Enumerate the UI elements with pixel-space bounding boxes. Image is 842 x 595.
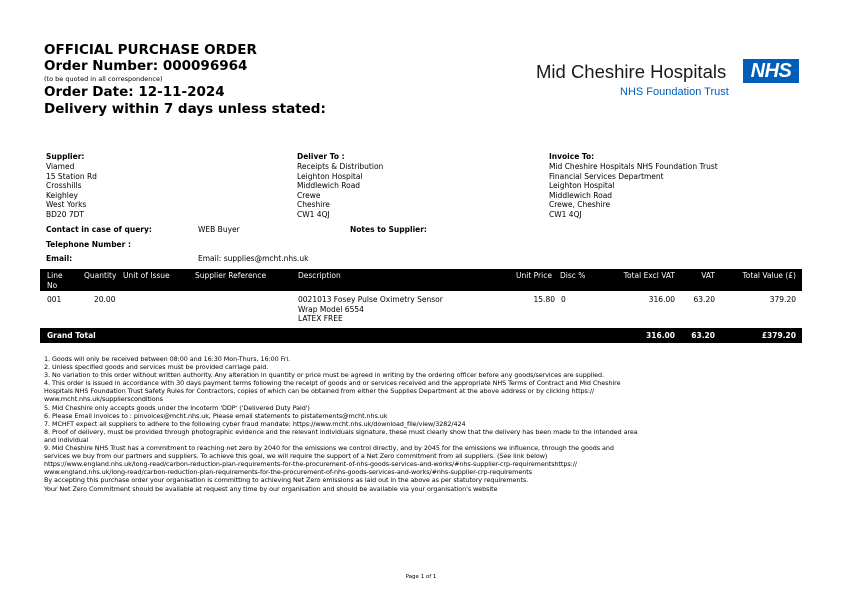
invoice-to-label: Invoice To: bbox=[549, 152, 595, 161]
invoice-to-address: Mid Cheshire Hospitals NHS Foundation Trust Financial Services Department Leighton Hospital Middlewich Road Crewe, Cheshire CW1 4QJ bbox=[549, 162, 718, 219]
row-description: 0021013 Fosey Pulse Oximetry Sensor Wrap Model 6554 LATEX FREE bbox=[298, 295, 443, 324]
term-line: services we buy from our partners and suppliers. To achieve this goal, we will require the support of a Net Zero commitment from all suppliers. (See link below) bbox=[44, 452, 548, 461]
delivery-note: Delivery within 7 days unless stated: bbox=[44, 101, 326, 117]
notes-label: Notes to Supplier: bbox=[350, 225, 427, 234]
row-quantity: 20.00 bbox=[94, 295, 116, 304]
term-link[interactable]: https://www.england.nhs.uk/long-read/carbon-reduction-plan-requirements-for-the-procurement-of-nhs-goods-services-and-works/#nhs-supplier-crp-requirementshttps:// bbox=[44, 460, 577, 469]
table-row bbox=[40, 295, 802, 325]
page-number: Page 1 of 1 bbox=[405, 574, 437, 580]
order-date: Order Date: 12-11-2024 bbox=[44, 84, 225, 100]
contact-value: WEB Buyer bbox=[198, 225, 240, 234]
row-total-value: 379.20 bbox=[769, 295, 796, 304]
term-link[interactable]: Hospitals NHS Foundation Trust Safety Rules for Contractors, copies of which can be obtained from either the Supplies Department at the above address or by clicking https:// bbox=[44, 387, 595, 396]
order-number: Order Number: 000096964 bbox=[44, 58, 248, 74]
deliver-to-block bbox=[297, 152, 383, 220]
term-line: By accepting this purchase order your organisation is committing to achieving Net Zero emissions as laid out in the above as per statutory requirements. bbox=[44, 476, 529, 485]
col-quantity: Quantity bbox=[84, 271, 117, 280]
col-disc: Disc % bbox=[560, 271, 586, 280]
grand-total-excl-vat: 316.00 bbox=[646, 331, 675, 340]
grand-total-value: £379.20 bbox=[761, 331, 796, 340]
contact-label: Contact in case of query: bbox=[46, 225, 152, 234]
supplier-label: Supplier: bbox=[46, 152, 85, 161]
col-line: Line No bbox=[47, 271, 63, 290]
logo-subtitle: NHS Foundation Trust bbox=[620, 86, 729, 98]
terms-and-conditions bbox=[44, 355, 804, 493]
term-line: 5. Mid Cheshire only accepts goods under the Incoterm 'DDP' ('Delivered Duty Paid') bbox=[44, 403, 310, 412]
term-line: 9. Mid Cheshire NHS Trust has a commitment to reaching net zero by 2040 for the emissions we control directly, and by 2045 for the emissions we influence, through the goods and bbox=[44, 444, 614, 453]
table-header bbox=[40, 269, 802, 291]
email-value: Email: supplies@mcht.nhs.uk bbox=[198, 254, 309, 263]
term-link[interactable]: www.england.nhs.uk/long-read/carbon-reduction-plan-requirements-for-the-procurement-of-nhs-goods-services-and-works/#nhs-supplier-crp-requirements bbox=[44, 468, 532, 477]
row-total-excl-vat: 316.00 bbox=[648, 295, 675, 304]
term-line: and individual bbox=[44, 435, 89, 444]
term-line: 1. Goods will only be received between 08:00 and 16:30 Mon-Thurs, 16:00 Fri. bbox=[44, 355, 291, 363]
term-line: 4. This order is issued in accordance with 30 days payment terms following the receipt of goods and or services received and the appropriate NHS Terms of Contract and Mid Cheshire bbox=[44, 379, 621, 388]
deliver-to-address: Receipts & Distribution Leighton Hospital Middlewich Road Crewe Cheshire CW1 4QJ bbox=[297, 162, 384, 219]
document-title: OFFICIAL PURCHASE ORDER bbox=[44, 42, 257, 58]
row-vat: 63.20 bbox=[693, 295, 715, 304]
col-unit-of-issue: Unit of Issue bbox=[123, 271, 170, 280]
term-line: Your Net Zero Commitment should be available at request any time by our organisation and should be available via your organisation's website bbox=[44, 484, 498, 493]
email-label: Email: bbox=[46, 254, 73, 263]
col-supplier-reference: Supplier Reference bbox=[195, 271, 267, 280]
col-description: Description bbox=[298, 271, 341, 280]
grand-total-bar bbox=[40, 328, 802, 343]
col-unit-price: Unit Price bbox=[516, 271, 552, 280]
quote-note: (to be quoted in all correspondence) bbox=[44, 75, 163, 83]
col-total-value: Total Value (£) bbox=[742, 271, 796, 280]
supplier-block bbox=[46, 152, 97, 220]
row-line: 001 bbox=[47, 295, 62, 304]
term-link[interactable]: www.mcht.nhs.uk/suppliersconditions bbox=[44, 395, 163, 404]
term-link[interactable]: 7. MCHFT expect all suppliers to adhere to the following cyber fraud mandate: https://www.mcht.nhs.uk/download_file/view/3282/424 bbox=[44, 419, 466, 428]
term-line: 3. No variation to this order without written authority. Any alteration in quantity or price must be agreed in writing by the ordering officer before any goods/services are supplied. bbox=[44, 371, 605, 380]
grand-total-label: Grand Total bbox=[47, 331, 96, 340]
nhs-badge: NHS bbox=[743, 59, 799, 83]
term-line: 6. Please Email invoices to : pinvoices@mcht.nhs.uk, Please email statements to pistatements@mcht.nhs.uk bbox=[44, 411, 388, 420]
term-line: 8. Proof of delivery, must be provided through photographic evidence and the relevant individuals signature, these must clearly show that the delivery has been made to the intended area bbox=[44, 427, 638, 436]
grand-total-vat: 63.20 bbox=[691, 331, 715, 340]
deliver-to-label: Deliver To : bbox=[297, 152, 345, 161]
logo-name: Mid Cheshire Hospitals bbox=[536, 61, 727, 82]
col-total-excl-vat: Total Excl VAT bbox=[623, 271, 675, 280]
row-disc: 0 bbox=[561, 295, 566, 304]
telephone-label: Telephone Number : bbox=[46, 240, 131, 249]
row-unit-price: 15.80 bbox=[533, 295, 555, 304]
col-vat: VAT bbox=[701, 271, 715, 280]
supplier-address: Viamed 15 Station Rd Crosshills Keighley West Yorks BD20 7DT bbox=[46, 162, 97, 219]
term-line: 2. Unless specified goods and services must be provided carriage paid. bbox=[44, 363, 269, 372]
invoice-to-block bbox=[549, 152, 718, 220]
